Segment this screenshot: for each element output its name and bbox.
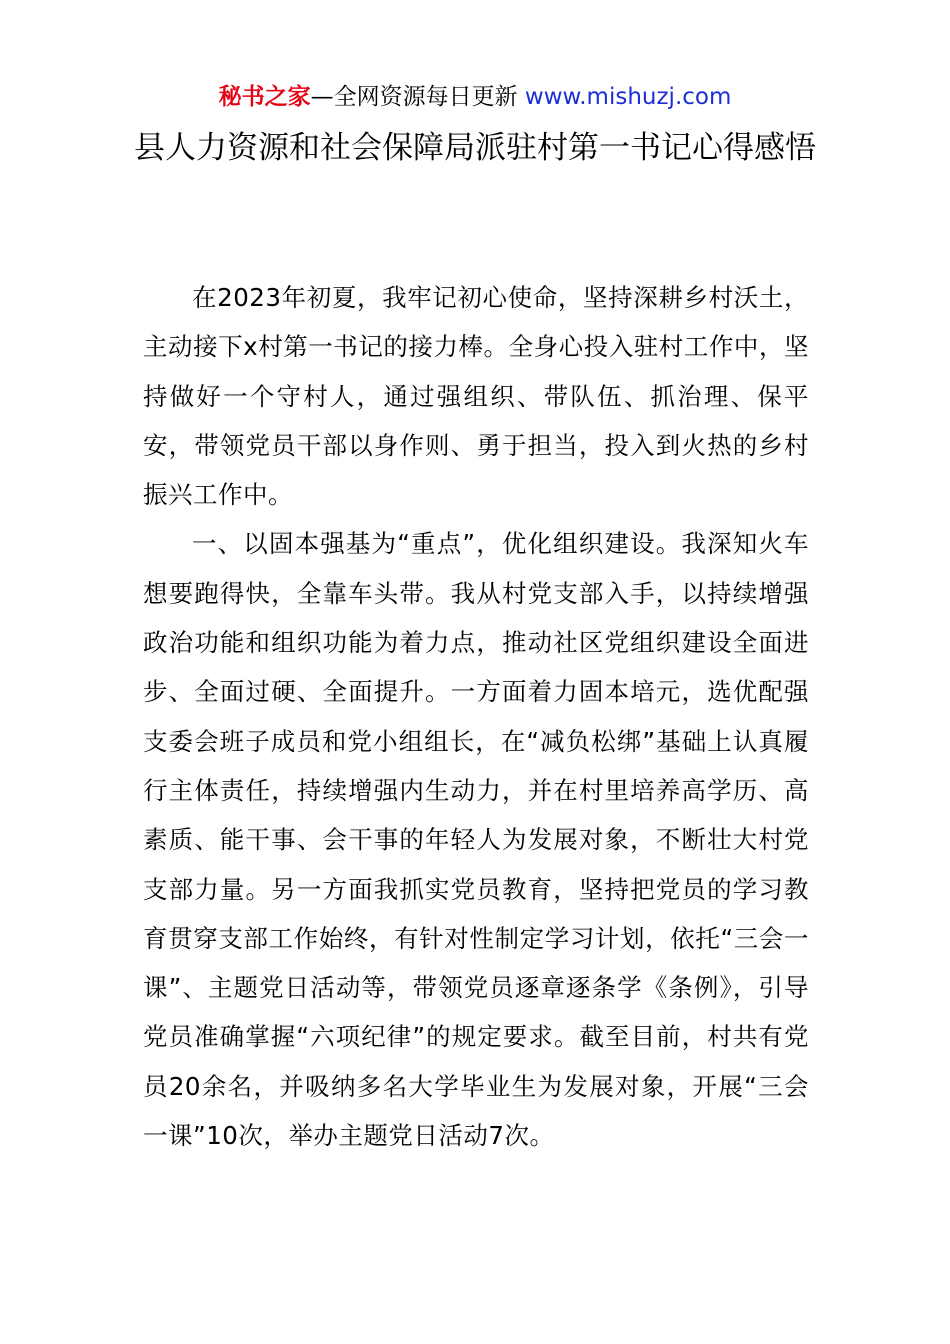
paragraph-section-one: 一、以固本强基为“重点”，优化组织建设。我深知火车想要跑得快，全靠车头带。我从村党支部入手，以持续增强政治功能和组织功能为着力点，推动社区党组织建设全面进步、全面过硬、全面提升。一方面着力固本培元，选优配强支委会班子成员和党小组组长，在“减负松绑”基础上认真履行主体责任，持续增强内生动力，并在村里培养高学历、高素质、能干事、会干事的年轻人为发展对象，不断壮大村党支部力量。另一方面我抓实党员教育，坚持把党员的学习教育贯穿支部工作始终，有针对性制定学习计划，依托“三会一课”、主题党日活动等，带领党员逐章逐条学《条例》，引导党员准确掌握“六项纪律”的规定要求。截至目前，村共有党员20余名，并吸纳多名大学毕业生为发展对象，开展“三会一课”10次，举办主题党日活动7次。 bbox=[143, 529, 809, 1151]
document-body bbox=[143, 273, 809, 1160]
site-header bbox=[0, 82, 950, 112]
paragraph-intro: 在2023年初夏，我牢记初心使命，坚持深耕乡村沃土，主动接下x村第一书记的接力棒。全身心投入驻村工作中，坚持做好一个守村人，通过强组织、带队伍、抓治理、保平安，带领党员干部以身作则、勇于担当，投入到火热的乡村振兴工作中。 bbox=[143, 283, 809, 510]
document-title: 县人力资源和社会保障局派驻村第一书记心得感悟 bbox=[134, 130, 816, 166]
site-name: 秘书之家 bbox=[218, 84, 311, 110]
site-slogan: —全网资源每日更新 bbox=[310, 84, 525, 110]
site-url-link[interactable]: www.mishuzj.com bbox=[524, 84, 732, 110]
